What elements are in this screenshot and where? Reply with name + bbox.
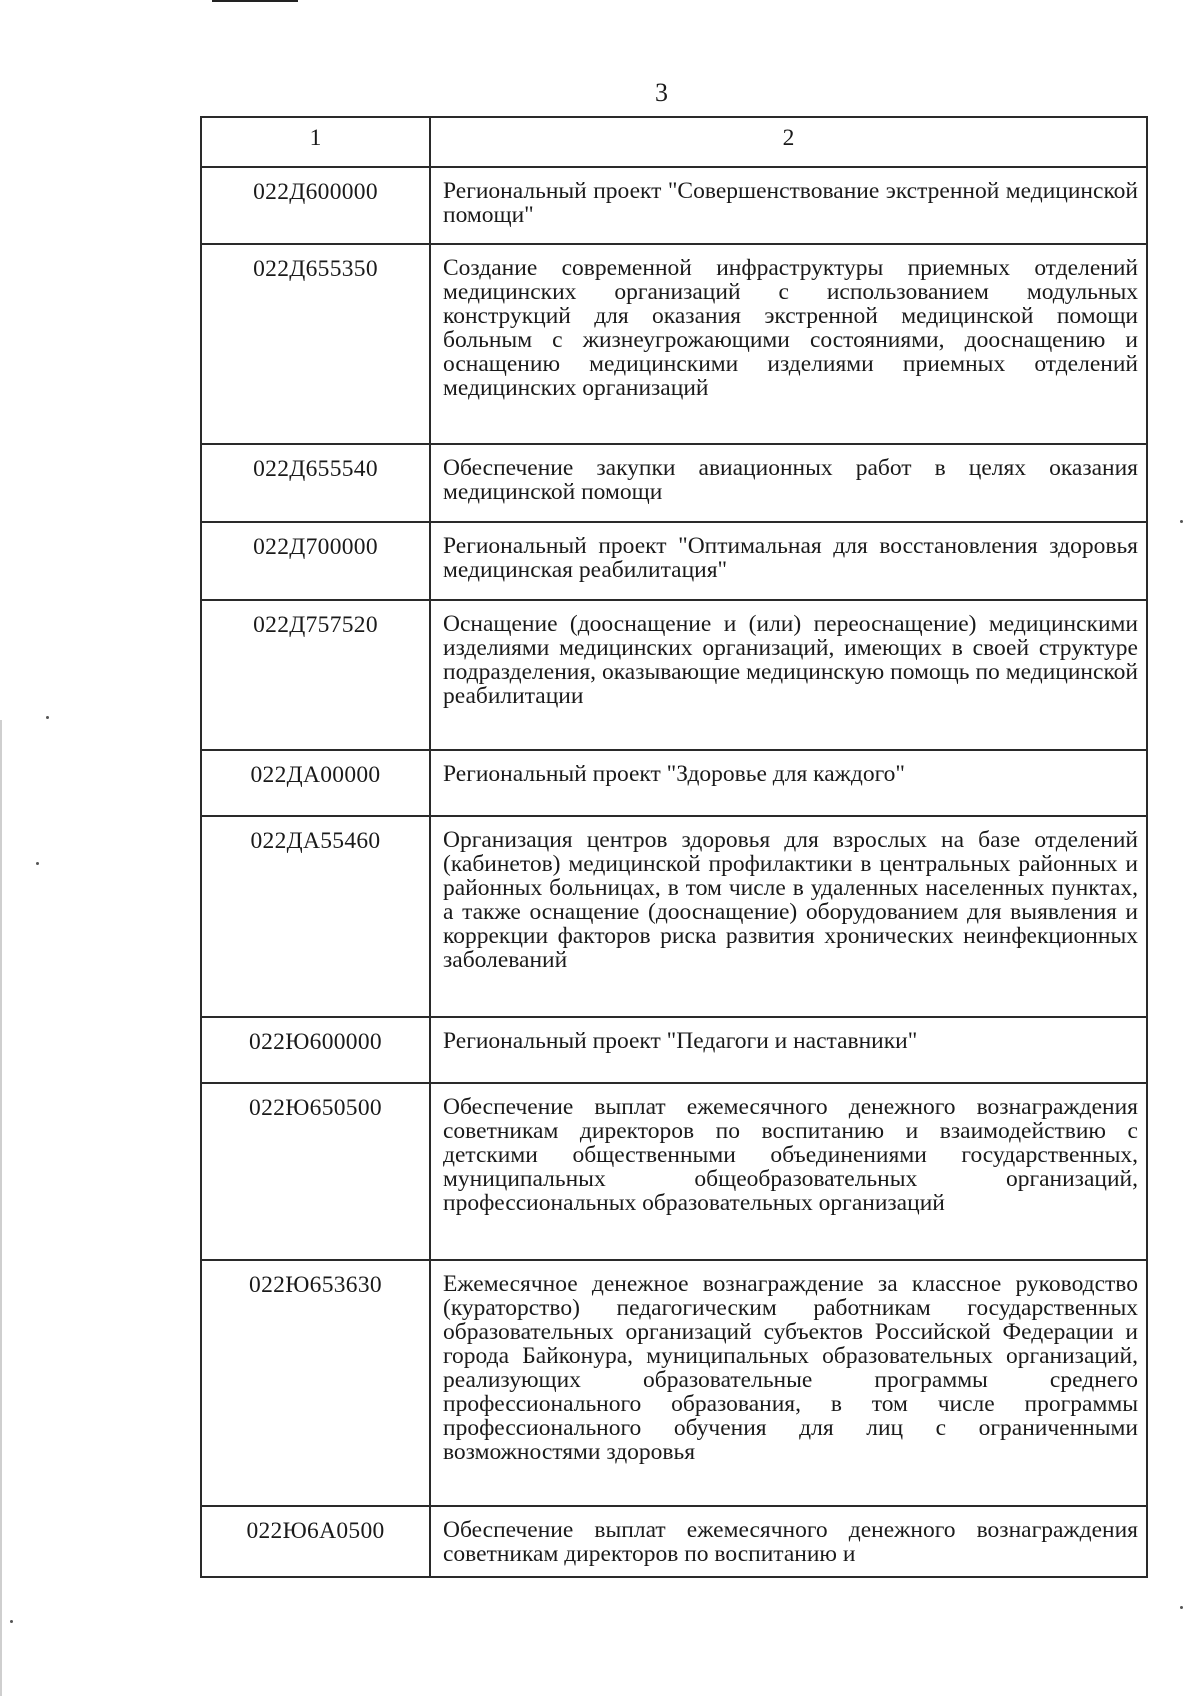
top-edge-mark (212, 0, 298, 2)
row-description: Обеспечение выплат ежемесячного денежного вознаграждения советникам директоров по воспитанию и взаимодействию с детскими общественными объединениями государственных, муниципальных общеобразовательных организаций, профессиональных образовательных организаций (430, 1083, 1147, 1260)
row-code: 022ДА55460 (201, 816, 430, 1017)
scan-speck (1180, 520, 1183, 523)
table-row (201, 244, 1147, 444)
row-description: Обеспечение закупки авиационных работ в целях оказания медицинской помощи (430, 444, 1147, 522)
table-row (201, 1017, 1147, 1083)
row-code: 022Д655540 (201, 444, 430, 522)
row-description: Создание современной инфраструктуры приемных отделений медицинских организаций с использованием модульных конструкций для оказания экстренной медицинской помощи больным с жизнеугрожающими состояниями, дооснащению и оснащению медицинскими изделиями приемных отделений медицинских организаций (430, 244, 1147, 444)
scan-speck (10, 1620, 13, 1623)
scan-left-edge (0, 720, 2, 1696)
table-row (201, 816, 1147, 1017)
budget-classification-table (200, 116, 1148, 1578)
scan-speck (1180, 1606, 1183, 1609)
row-description: Ежемесячное денежное вознаграждение за классное руководство (кураторство) педагогическим работникам государственных образовательных организаций субъектов Российской Федерации и города Байконура, муниципальных образовательных организаций, реализующих образовательные программы среднего профессионального образования, в том числе программы профессионального обучения для лиц с ограниченными возможностями здоровья (430, 1260, 1147, 1506)
row-code: 022Д600000 (201, 167, 430, 244)
row-code: 022Ю650500 (201, 1083, 430, 1260)
row-description: Региональный проект "Педагоги и наставники" (430, 1017, 1147, 1083)
table-row (201, 167, 1147, 244)
row-description: Региональный проект "Совершенствование экстренной медицинской помощи" (430, 167, 1147, 244)
table-header-row (201, 117, 1147, 167)
table-row (201, 1260, 1147, 1506)
scan-speck (46, 716, 49, 719)
column-header-2: 2 (430, 117, 1147, 167)
row-description: Региональный проект "Здоровье для каждого" (430, 750, 1147, 816)
scan-speck (36, 862, 39, 865)
row-description: Обеспечение выплат ежемесячного денежного вознаграждения советникам директоров по воспитанию и (430, 1506, 1147, 1577)
row-description: Оснащение (дооснащение и (или) переоснащение) медицинскими изделиями медицинских организаций, имеющих в своей структуре подразделения, оказывающие медицинскую помощь по медицинской реабилитации (430, 600, 1147, 750)
column-header-1: 1 (201, 117, 430, 167)
table-row (201, 1083, 1147, 1260)
row-description: Организация центров здоровья для взрослых на базе отделений (кабинетов) медицинской профилактики в центральных районных и районных больницах, в том числе в удаленных населенных пунктах, а также оснащение (дооснащение) оборудованием для выявления и коррекции факторов риска развития хронических неинфекционных заболеваний (430, 816, 1147, 1017)
table-row (201, 600, 1147, 750)
row-code: 022Ю653630 (201, 1260, 430, 1506)
table-row (201, 750, 1147, 816)
table-row (201, 444, 1147, 522)
row-description: Региональный проект "Оптимальная для восстановления здоровья медицинская реабилитация" (430, 522, 1147, 600)
page-number: 3 (655, 78, 668, 107)
row-code: 022Д700000 (201, 522, 430, 600)
row-code: 022Д757520 (201, 600, 430, 750)
row-code: 022Ю6А0500 (201, 1506, 430, 1577)
row-code: 022Ю600000 (201, 1017, 430, 1083)
row-code: 022Д655350 (201, 244, 430, 444)
row-code: 022ДА00000 (201, 750, 430, 816)
table-row (201, 1506, 1147, 1577)
table-row (201, 522, 1147, 600)
